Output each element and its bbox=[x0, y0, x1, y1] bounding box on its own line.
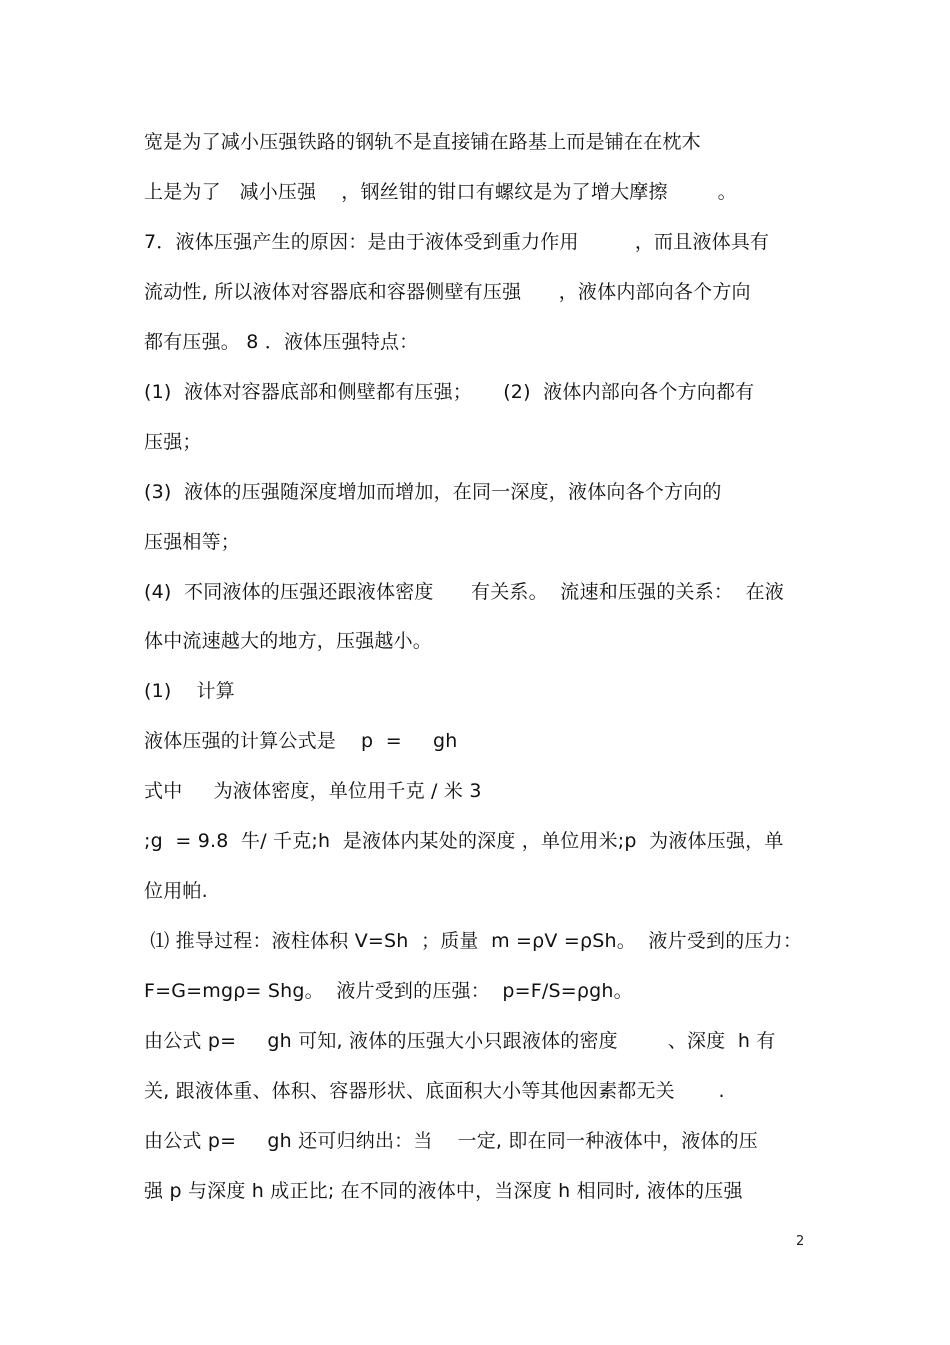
text-line: 体中流速越大的地方，压强越小。 bbox=[144, 630, 433, 652]
text-line: 液体压强的计算公式是 p = gh bbox=[144, 730, 458, 752]
text-line: 压强相等； bbox=[144, 531, 241, 553]
text-line: (1) 液体对容器底部和侧壁都有压强； (2) 液体内部向各个方向都有 bbox=[144, 381, 755, 403]
text-line: F=G=mgρ= Shg。 液片受到的压强： p=F/S=ρgh。 bbox=[144, 980, 633, 1002]
text-line: (4) 不同液体的压强还跟液体密度 有关系。 流速和压强的关系： 在液 bbox=[144, 581, 784, 603]
text-line: 关, 跟液体重、体积、容器形状、底面积大小等其他因素都无关 . bbox=[144, 1080, 725, 1102]
text-line: ;g = 9.8 牛/ 千克;h 是液体内某处的深度 ，单位用米;p 为液体压强，单 bbox=[144, 830, 784, 852]
text-line: 强 p 与深度 h 成正比; 在不同的液体中，当深度 h 相同时, 液体的压强 bbox=[144, 1180, 743, 1202]
text-line: (3) 液体的压强随深度增加而增加，在同一深度，液体向各个方向的 bbox=[144, 481, 722, 503]
text-line: 由公式 p= gh 可知, 液体的压强大小只跟液体的密度 、深度 h 有 bbox=[144, 1030, 776, 1052]
text-line: 7．液体压强产生的原因：是由于液体受到重力作用 ，而且液体具有 bbox=[144, 231, 770, 253]
text-line: 位用帕. bbox=[144, 880, 208, 902]
text-line: 流动性, 所以液体对容器底和容器侧壁有压强 ，液体内部向各个方向 bbox=[144, 281, 751, 303]
text-line: 式中 为液体密度，单位用千克 / 米 3 bbox=[144, 780, 482, 802]
page-number: 2 bbox=[796, 1234, 805, 1249]
text-line: 宽是为了减小压强铁路的钢轨不是直接铺在路基上而是铺在在枕木 bbox=[144, 131, 701, 153]
text-line: 上是为了 减小压强 ，钢丝钳的钳口有螺纹是为了增大摩擦 。 bbox=[144, 181, 737, 203]
text-line: 都有压强。 8 ．液体压强特点： bbox=[144, 331, 419, 353]
text-line: 由公式 p= gh 还可归纳出：当 一定, 即在同一种液体中，液体的压 bbox=[144, 1130, 758, 1152]
text-line: 压强； bbox=[144, 431, 202, 453]
text-line: ⑴ 推导过程：液柱体积 V=Sh ；质量 m =ρV =ρSh。 液片受到的压力： bbox=[144, 930, 803, 952]
text-line: (1) 计算 bbox=[144, 680, 235, 702]
